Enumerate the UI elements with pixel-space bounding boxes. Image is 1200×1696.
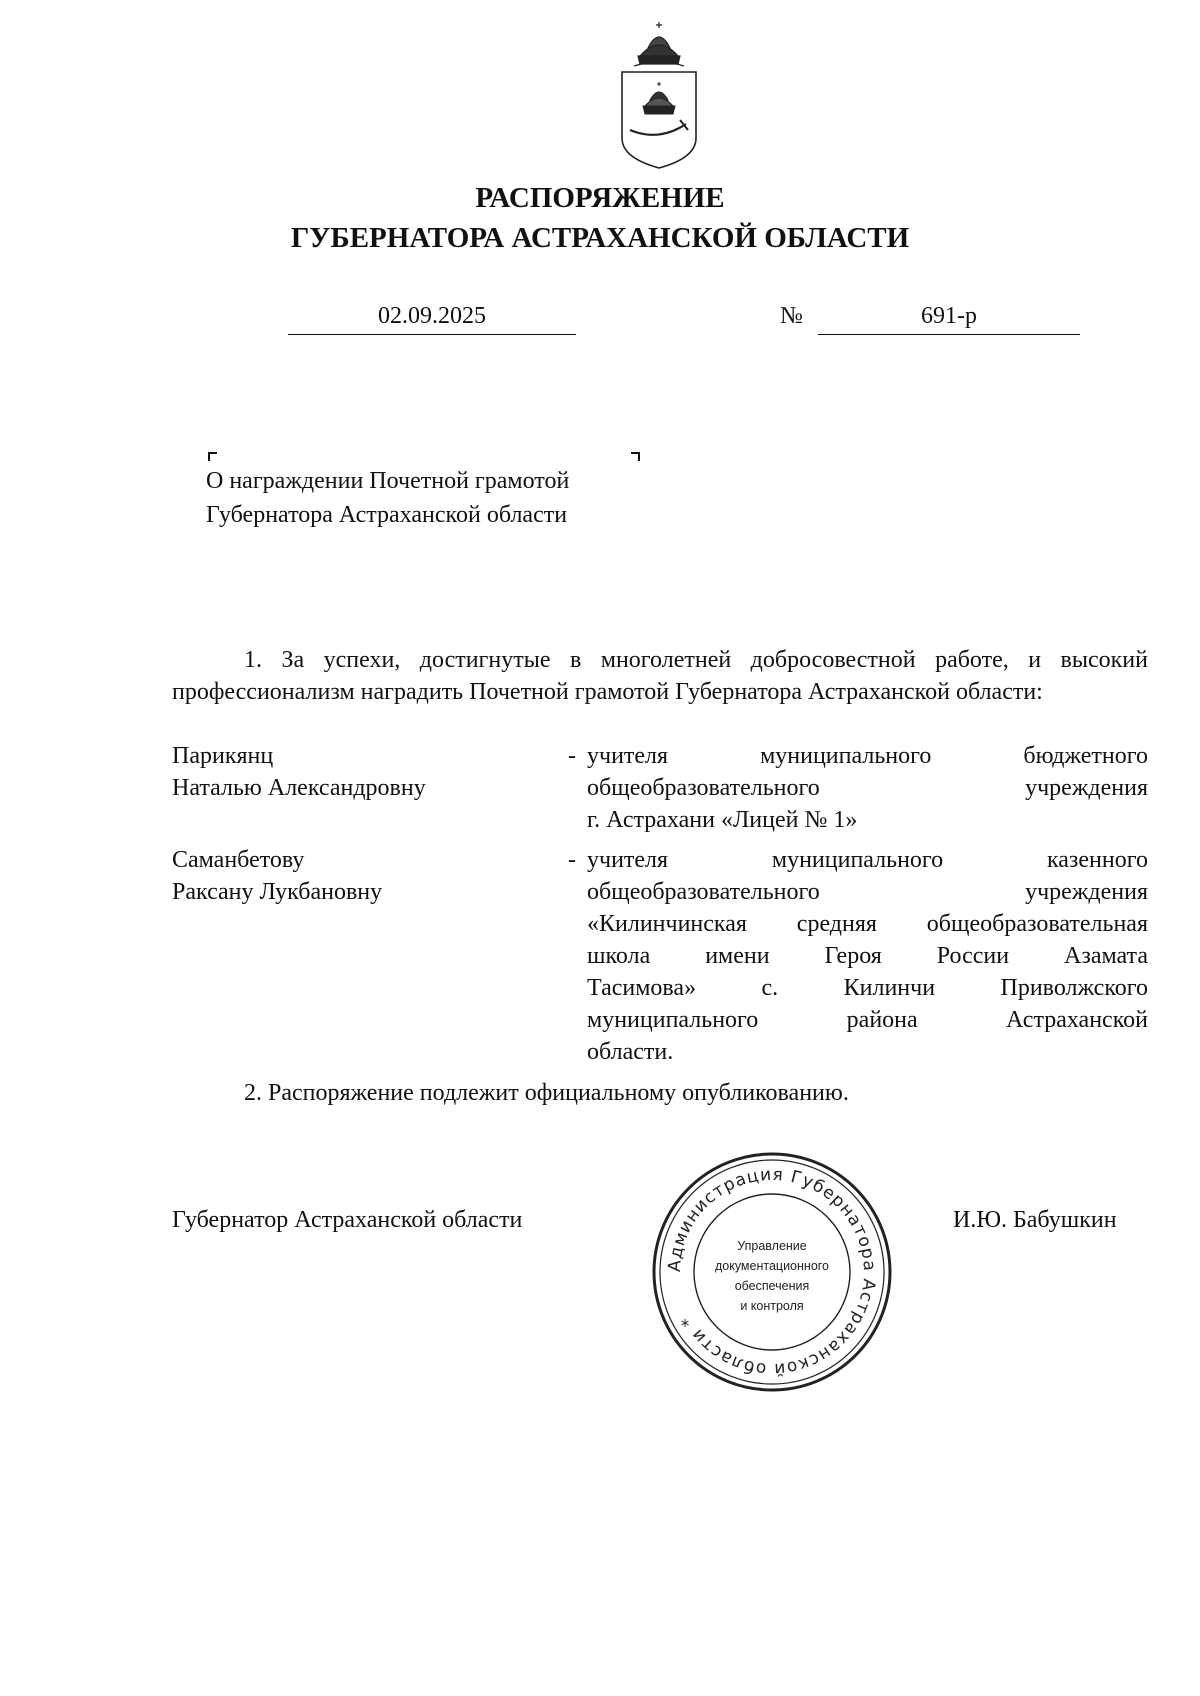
description-line: учителя муниципального казенного (587, 847, 1148, 873)
coat-of-arms-icon (618, 20, 700, 170)
document-date: 02.09.2025 (288, 303, 576, 335)
awardee-surname: Саманбетову (172, 847, 305, 873)
subject-line: О награждении Почетной грамотой (206, 468, 570, 494)
stamp-center-line: Управление (737, 1239, 807, 1253)
awardee-given-names: Наталью Александровну (172, 775, 426, 801)
description-line: Тасимова» с. Килинчи Приволжского (587, 975, 1148, 1001)
awardee-name (172, 844, 557, 1068)
subject-corner-right (631, 452, 640, 461)
stamp-ring-text: Администрация Губернатора Астраханской области * (664, 1164, 880, 1380)
subject-corner-left (208, 452, 217, 461)
document-number: 691-р (818, 303, 1080, 335)
awardee-description (587, 740, 1148, 836)
description-line: области. (587, 1039, 674, 1065)
description-line: общеобразовательного учреждения (587, 879, 1148, 905)
awardee-surname: Парикянц (172, 743, 274, 769)
stamp-center-line: документационного (714, 1259, 830, 1273)
description-line: муниципального района Астраханской (587, 1007, 1148, 1033)
awardee-row (172, 740, 1148, 836)
description-line: школа имени Героя России Азамата (587, 943, 1148, 969)
awardee-dash: - (568, 743, 576, 769)
official-stamp (650, 1150, 894, 1394)
subject-line: Губернатора Астраханской области (206, 502, 568, 528)
document-subject (206, 464, 569, 532)
awardee-description (587, 844, 1148, 1068)
stamp-center-line: и контроля (740, 1299, 804, 1313)
description-line: общеобразовательного учреждения (587, 775, 1148, 801)
awardee-dash: - (568, 847, 576, 873)
awardee-row (172, 844, 1148, 1068)
stamp-center-line: обеспечения (734, 1279, 810, 1293)
awardee-given-names: Раксану Лукбановну (172, 879, 383, 905)
description-line: учителя муниципального бюджетного (587, 743, 1148, 769)
signatory-name: И.Ю. Бабушкин (953, 1207, 1117, 1233)
paragraph-2: 2. Распоряжение подлежит официальному опубликованию. (244, 1080, 849, 1106)
number-sign: № (780, 303, 803, 329)
description-line: г. Астрахани «Лицей № 1» (587, 807, 858, 833)
paragraph-1: 1. За успехи, достигнутые в многолетней добросовестной работе, и высокий профессионализм наградить Почетной грамотой Губернатора Астраханской области: (172, 647, 1148, 705)
awardee-name (172, 740, 557, 836)
document-title-line2: ГУБЕРНАТОРА АСТРАХАНСКОЙ ОБЛАСТИ (290, 222, 910, 254)
signatory-position: Губернатор Астраханской области (172, 1207, 523, 1233)
description-line: «Килинчинская средняя общеобразовательная (587, 911, 1148, 937)
document-title-line1: РАСПОРЯЖЕНИЕ (475, 182, 725, 214)
